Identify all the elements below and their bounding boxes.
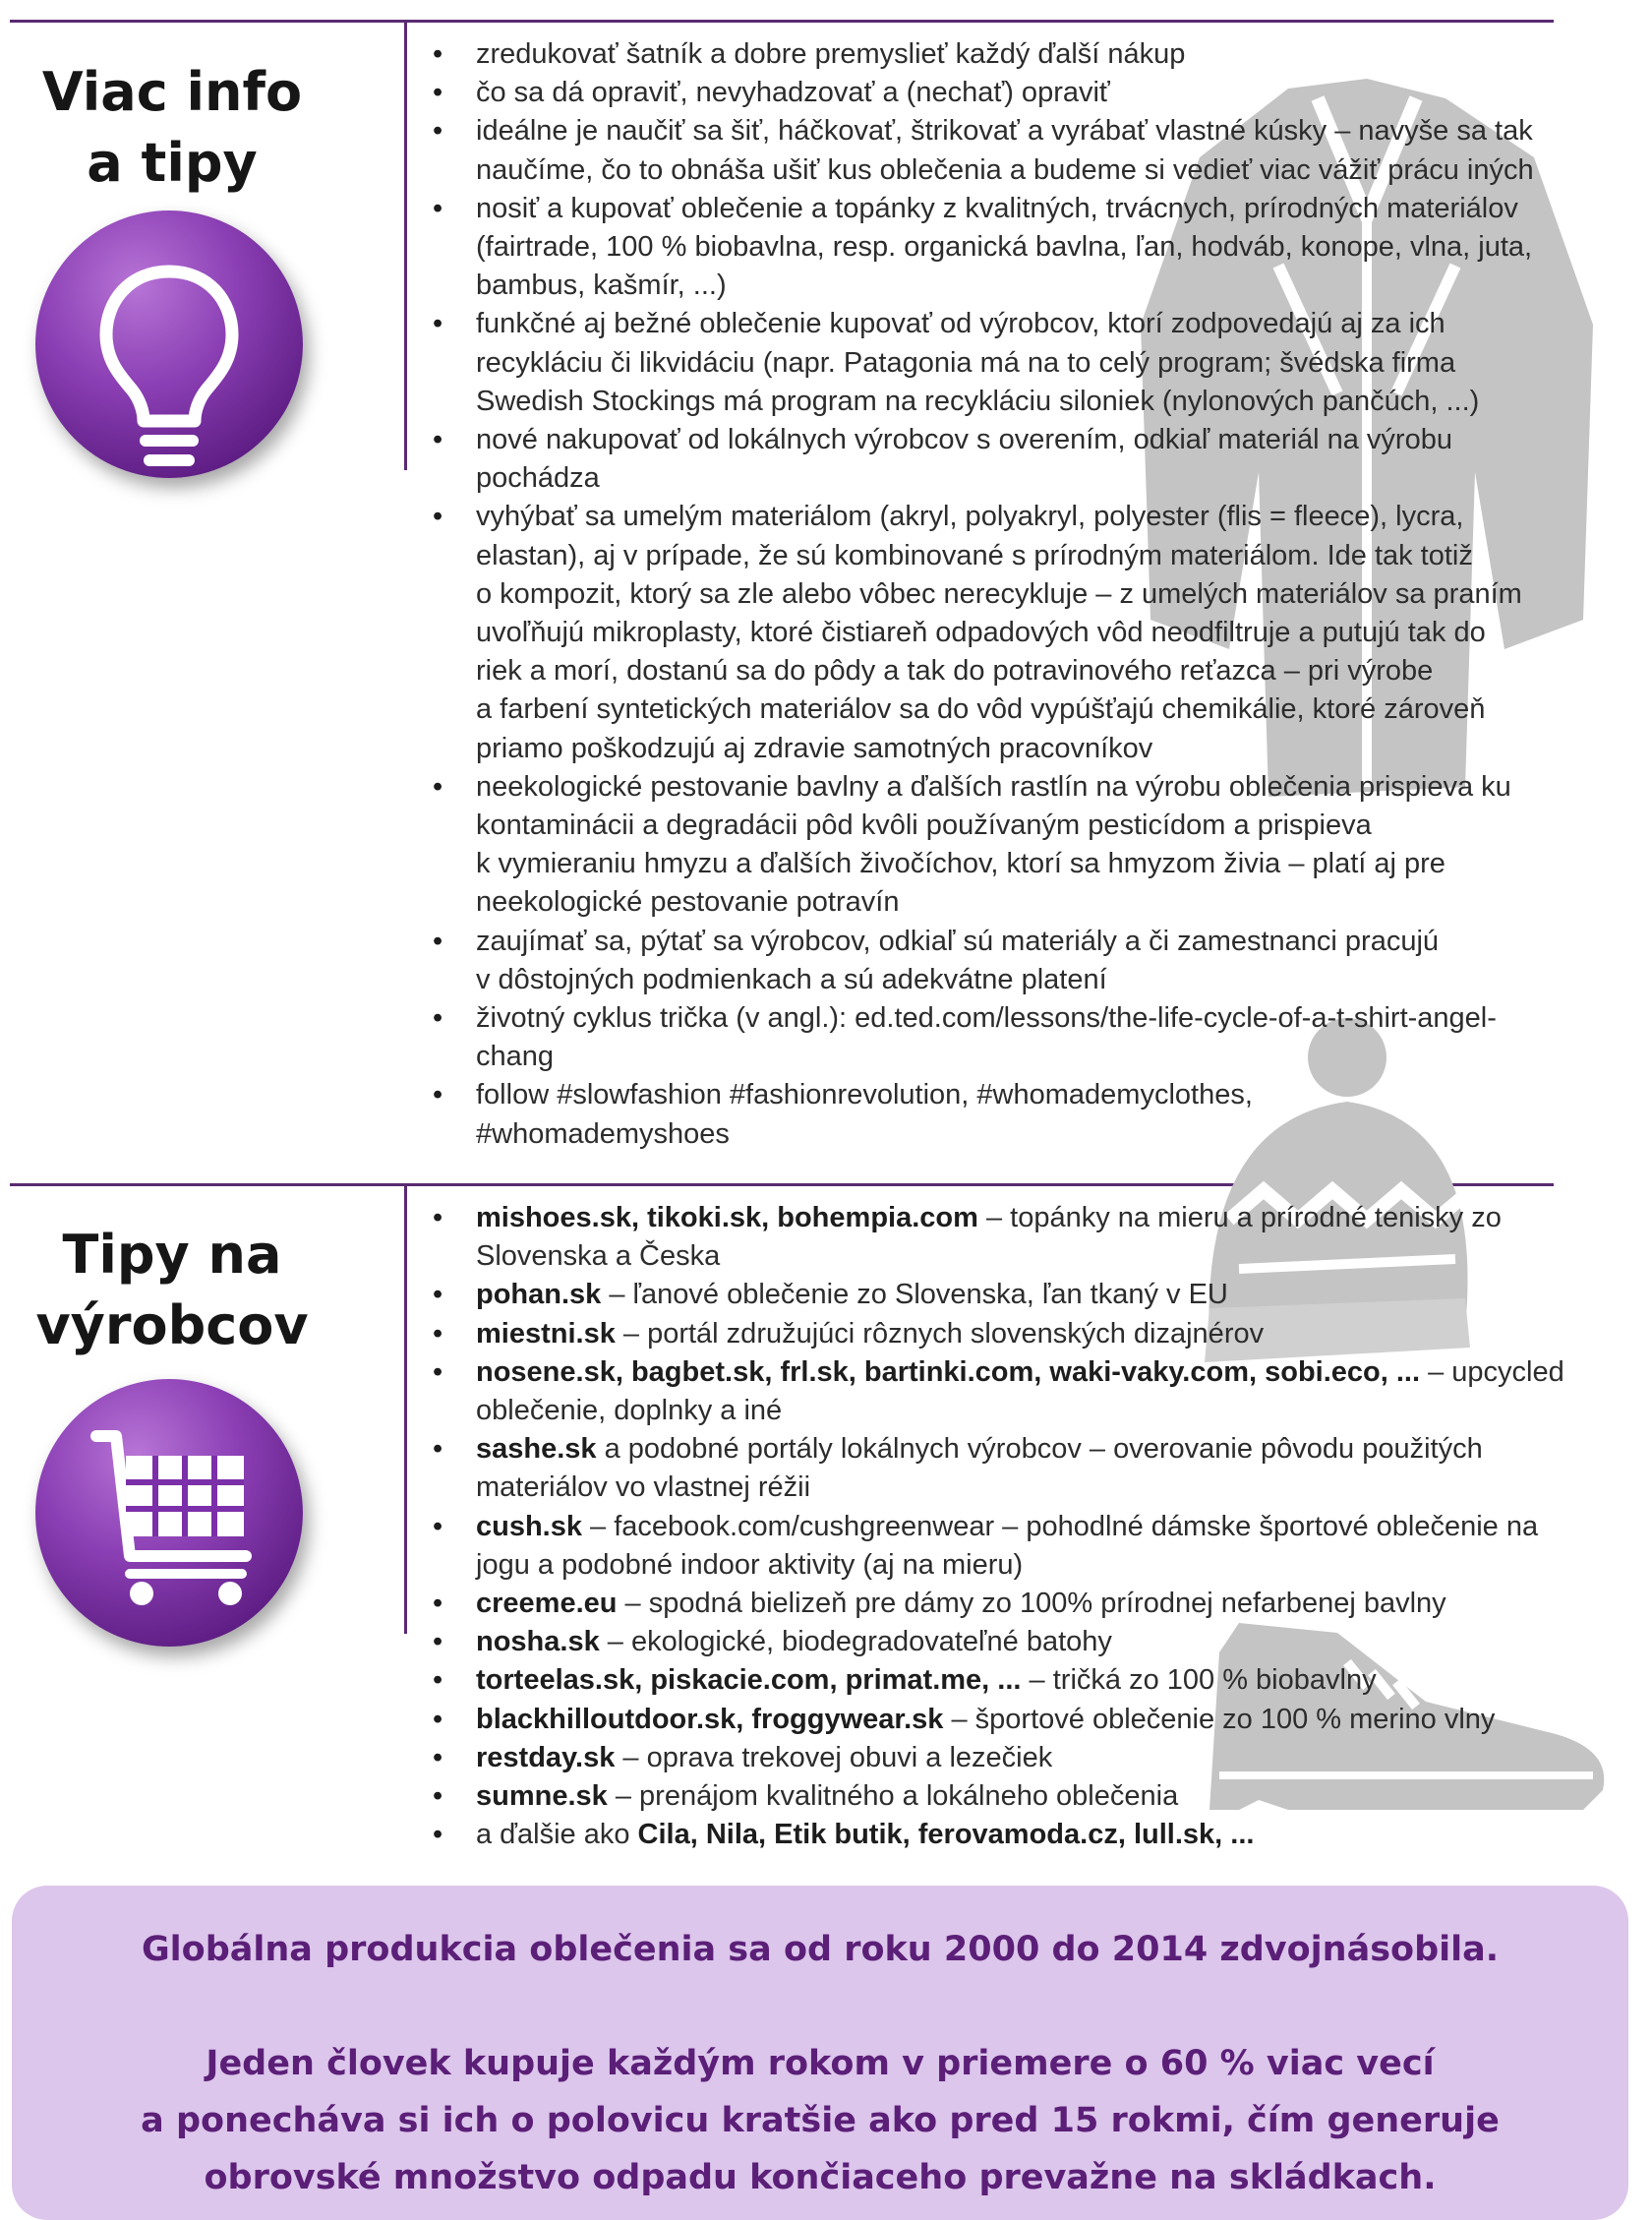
list-item xyxy=(433,1739,1622,1777)
list-item-line xyxy=(476,1701,1622,1739)
producer-name: blackhilloutdoor.sk, froggywear.sk xyxy=(476,1703,944,1735)
list-item xyxy=(433,112,1622,189)
list-item-line xyxy=(476,1623,1622,1661)
producer-description: – topánky na mieru a prírodné tenisky zo xyxy=(977,1202,1502,1233)
list-item-line xyxy=(476,1430,1622,1469)
list-item-line xyxy=(476,1585,1622,1623)
list-item-line: • čo sa dá opraviť, nevyhadzovať a (nechať) opraviť xyxy=(476,77,1110,109)
list-item-line xyxy=(476,1816,1622,1854)
info-box-line2: Jeden človek kupuje každým rokom v priemere o 60 % viac vecí xyxy=(206,2044,1435,2083)
list-item xyxy=(433,1585,1622,1623)
list-item xyxy=(433,1430,1622,1507)
list-item-prefix: a ďalšie ako xyxy=(476,1819,638,1851)
section1-icon-circle xyxy=(35,210,303,478)
list-item xyxy=(433,999,1622,1076)
list-item xyxy=(433,1701,1622,1739)
list-item-line xyxy=(476,1739,1622,1777)
list-item-line: • životný cyklus trička (v angl.): ed.ted.com/lessons/the-life-cycle-of-a-t-shirt-angel- xyxy=(476,1002,1497,1035)
info-box-paragraph xyxy=(12,2035,1628,2206)
list-item-line: neekologické pestovanie potravín xyxy=(476,886,900,919)
producer-description: – spodná bielizeň pre dámy zo 100% prírodnej nefarbenej bavlny xyxy=(617,1588,1446,1620)
list-item xyxy=(433,1315,1622,1353)
producer-name: sumne.sk xyxy=(476,1780,608,1813)
list-item-line: k vymieraniu hmyzu a ďalších živočíchov, ktorí sa hmyzom živia – platí aj pre xyxy=(476,848,1446,880)
list-item xyxy=(433,421,1622,498)
list-item-line: #whomademyshoes xyxy=(476,1117,730,1150)
list-item xyxy=(433,74,1622,112)
producer-name: nosha.sk xyxy=(476,1626,600,1658)
list-item-line: uvoľňujú mikroplasty, ktoré čistiareň odpadových vôd neodfiltruje a putujú tak do xyxy=(476,617,1486,649)
list-item-line: o kompozit, ktorý sa zle alebo vôbec nerecykluje – z umelých materiálov sa praním xyxy=(476,577,1522,610)
list-item-line: • funkčné aj bežné oblečenie kupovať od výrobcov, ktorí zodpovedajú aj za ich xyxy=(476,308,1446,340)
section2-title-line2: výrobcov xyxy=(35,1294,309,1356)
list-item-line: bambus, kašmír, ...) xyxy=(476,270,727,302)
info-box-line1: Globálna produkcia oblečenia sa od roku 2000 do 2014 zdvojnásobila. xyxy=(141,1930,1500,1969)
section2-title xyxy=(10,1220,334,1361)
producer-name: mishoes.sk, tikoki.sk, bohempia.com xyxy=(476,1202,978,1233)
list-item-line: Swedish Stockings má program na recykláciu siloniek (nylonových pančúch, ...) xyxy=(476,385,1480,417)
producer-description: – ľanové oblečenie zo Slovenska, ľan tkaný v EU xyxy=(601,1279,1228,1311)
lightbulb-icon xyxy=(35,210,303,478)
list-item xyxy=(433,1816,1622,1854)
info-box xyxy=(12,1886,1628,2220)
list-item-line xyxy=(476,1353,1622,1392)
producer-name: creeme.eu xyxy=(476,1588,618,1620)
producer-name: nosene.sk, bagbet.sk, frl.sk, bartinki.com, waki-vaky.com, sobi.eco, ... xyxy=(476,1355,1421,1388)
list-item xyxy=(433,1777,1622,1816)
list-item xyxy=(433,1353,1622,1430)
list-item-line: • nosiť a kupovať oblečenie a topánky z kvalitných, trvácnych, prírodných materiálov xyxy=(476,192,1518,224)
list-item-line: (fairtrade, 100 % biobavlna, resp. organická bavlna, ľan, hodváb, konope, vlna, juta, xyxy=(476,231,1533,264)
list-item-line xyxy=(476,1276,1622,1314)
section2-title-line1: Tipy na xyxy=(62,1224,282,1286)
list-item xyxy=(433,1661,1622,1700)
list-item-line: • ideálne je naučiť sa šiť, háčkovať, štrikovať a vyrábať vlastné kúsky – navyše sa tak xyxy=(476,115,1533,148)
producer-name: Cila, Nila, Etik butik, ferovamoda.cz, lull.sk, ... xyxy=(637,1819,1255,1851)
section1-title-line1: Viac info xyxy=(41,61,303,123)
list-item-line: elastan), aj v prípade, že sú kombinované s prírodným materiálom. Ide tak totiž xyxy=(476,539,1473,571)
list-item-line xyxy=(476,1315,1622,1353)
list-item-line: Slovenska a Česka xyxy=(476,1240,721,1273)
list-item-line: chang xyxy=(476,1041,555,1073)
producer-description: – portál združujúci rôznych slovenských dizajnérov xyxy=(615,1317,1265,1350)
list-item-line: • nové nakupovať od lokálnych výrobcov s overením, odkiaľ materiál na výrobu xyxy=(476,424,1452,456)
list-item xyxy=(433,35,1622,74)
list-item-line: riek a morí, dostanú sa do pôdy a tak do potravinového reťazca – pri výrobe xyxy=(476,655,1434,688)
section1-vertical-divider xyxy=(404,20,407,470)
list-item-line xyxy=(476,1661,1622,1700)
top-divider xyxy=(10,20,1554,23)
list-item-line: v dôstojných podmienkach a sú adekvátne platení xyxy=(476,963,1107,995)
producer-name: miestni.sk xyxy=(476,1317,616,1350)
producer-description: – ekologické, biodegradovateľné batohy xyxy=(599,1626,1112,1658)
producer-description: – tričká zo 100 % biobavlny xyxy=(1021,1664,1377,1697)
info-box-line4: obrovské množstvo odpadu končiaceho prevažne na skládkach. xyxy=(204,2158,1437,2197)
producer-description: – športové oblečenie zo 100 % merino vlny xyxy=(943,1703,1496,1735)
list-item xyxy=(433,1623,1622,1661)
producer-name: torteelas.sk, piskacie.com, primat.me, ... xyxy=(476,1664,1022,1697)
tips-list xyxy=(433,35,1622,1154)
producer-name: sashe.sk xyxy=(476,1433,597,1466)
producer-description: – prenájom kvalitného a lokálneho oblečenia xyxy=(607,1780,1179,1813)
section1-title xyxy=(10,57,334,199)
list-item-line: a farbení syntetických materiálov sa do vôd vypúšťajú chemikálie, ktoré zároveň xyxy=(476,693,1486,726)
producers-list xyxy=(433,1199,1622,1854)
list-item-line xyxy=(476,1508,1622,1546)
section2-vertical-divider xyxy=(404,1183,407,1634)
list-item-line xyxy=(476,1199,1622,1237)
list-item-line xyxy=(476,1777,1622,1816)
list-item-line: • zredukovať šatník a dobre premyslieť každý ďalší nákup xyxy=(476,38,1186,70)
list-item-line: materiálov vo vlastnej réžii xyxy=(476,1471,811,1504)
producer-name: restday.sk xyxy=(476,1741,616,1773)
section1-title-line2: a tipy xyxy=(87,132,258,194)
list-item-line: jogu a podobné indoor aktivity (aj na mieru) xyxy=(476,1548,1024,1581)
list-item xyxy=(433,1199,1622,1276)
producer-description: – facebook.com/cushgreenwear – pohodlné dámske športové oblečenie na xyxy=(582,1510,1539,1542)
producer-name: cush.sk xyxy=(476,1510,582,1542)
info-box-line3: a ponecháva si ich o polovicu kratšie ako pred 15 rokmi, čím generuje xyxy=(141,2101,1500,2140)
list-item xyxy=(433,1508,1622,1585)
producer-description: – upcycled xyxy=(1420,1355,1564,1388)
list-item-line: recykláciu či likvidáciu (napr. Patagonia má na to celý program; švédska firma xyxy=(476,346,1456,379)
producer-description: a podobné portály lokálnych výrobcov – overovanie pôvodu použitých xyxy=(596,1433,1483,1466)
list-item-line: naučíme, čo to obnáša ušiť kus oblečenia a budeme si vedieť viac vážiť prácu iných xyxy=(476,153,1534,186)
list-item xyxy=(433,1276,1622,1314)
shopping-cart-icon xyxy=(35,1379,303,1647)
list-item xyxy=(433,1076,1622,1153)
list-item-line: pochádza xyxy=(476,462,600,495)
list-item-line: • neekologické pestovanie bavlny a ďalších rastlín na výrobu oblečenia prispieva ku xyxy=(476,770,1511,803)
list-item-line: priamo poškodzujú aj zdravie samotných pracovníkov xyxy=(476,732,1153,764)
list-item xyxy=(433,305,1622,421)
section2-icon-circle xyxy=(35,1379,303,1647)
list-item xyxy=(433,768,1622,923)
list-item-line: oblečenie, doplnky a iné xyxy=(476,1395,783,1427)
list-item xyxy=(433,190,1622,306)
list-item-line: • follow #slowfashion #fashionrevolution, #whomademyclothes, xyxy=(476,1079,1253,1111)
list-item xyxy=(433,923,1622,999)
producer-name: pohan.sk xyxy=(476,1279,602,1311)
list-item-line: kontaminácii a degradácii pôd kvôli používaným pesticídom a prispieva xyxy=(476,810,1372,842)
list-item-line: • zaujímať sa, pýtať sa výrobcov, odkiaľ sú materiály a či zamestnanci pracujú xyxy=(476,925,1440,957)
producer-description: – oprava trekovej obuvi a lezečiek xyxy=(615,1741,1053,1773)
list-item-line: • vyhýbať sa umelým materiálom (akryl, polyakryl, polyester (flis = fleece), lycra, xyxy=(476,501,1464,533)
list-item xyxy=(433,498,1622,767)
